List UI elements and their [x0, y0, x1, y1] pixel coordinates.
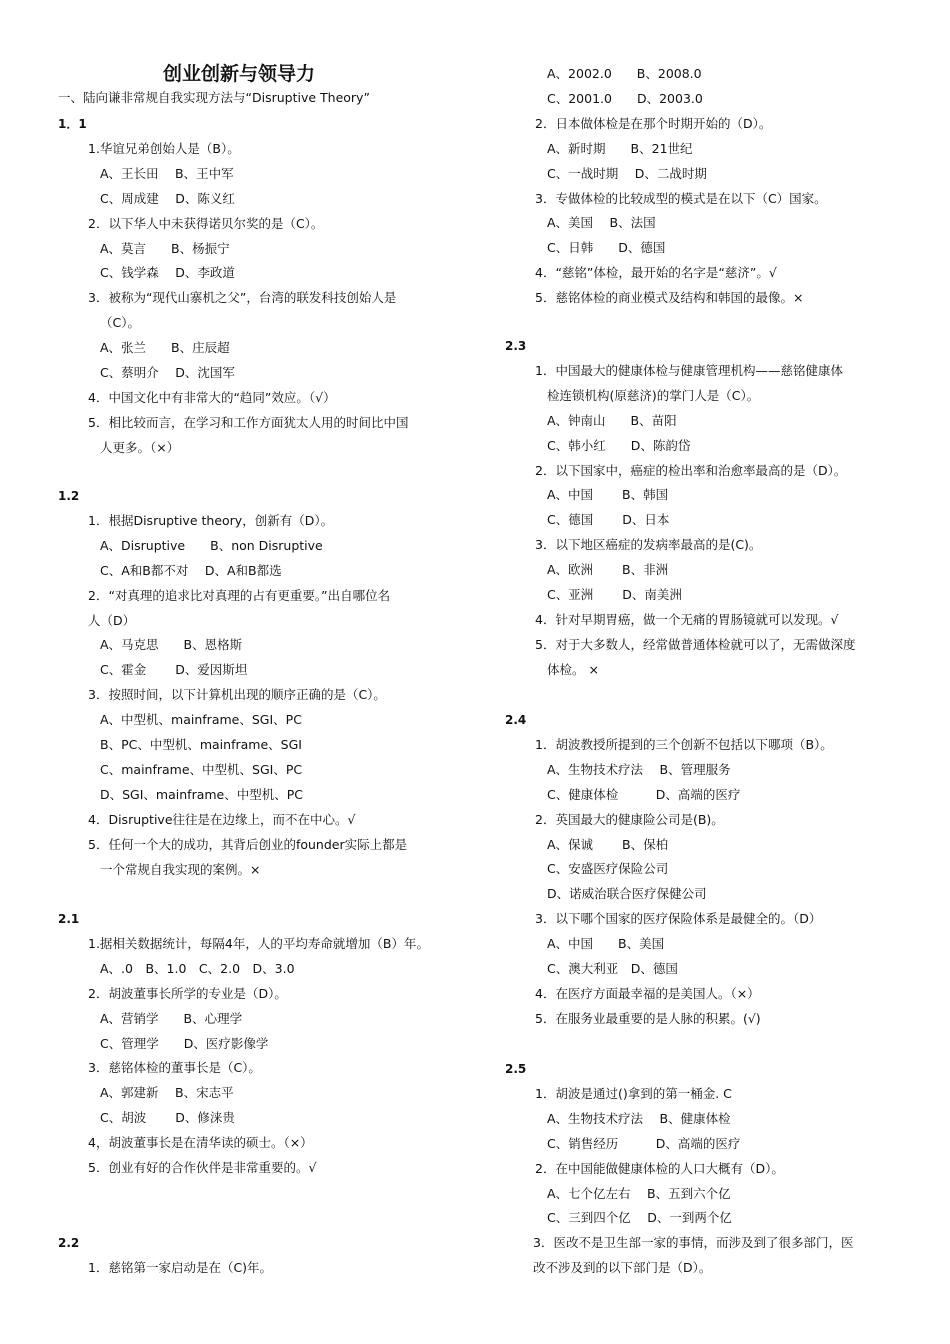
question-line: 5．相比较而言，在学习和工作方面犹太人用的时间比中国 [88, 414, 409, 430]
answer-options: A、生物技术疗法 B、健康体检 [547, 1110, 731, 1126]
answer-options: A、生物技术疗法 B、管理服务 [547, 761, 731, 777]
answer-options: A、新时期 B、21世纪 [547, 140, 693, 156]
question-continuation: 人更多。（×） [100, 439, 180, 455]
answer-options: A、保诚 B、保柏 [547, 836, 669, 852]
answer-options: C、霍金 D、爱因斯坦 [100, 662, 248, 678]
section-heading: 2.1 [58, 912, 80, 926]
answer-options: C、周成建 D、陈义红 [100, 190, 235, 206]
answer-options: A、Disruptive B、non Disruptive [100, 537, 323, 553]
answer-options: B、PC、中型机、mainframe、SGI [100, 737, 302, 752]
answer-options: A、欧洲 B、非洲 [547, 562, 669, 578]
answer-options: C、澳大利亚 D、德国 [547, 961, 678, 976]
question-line: 1．中国最大的健康体检与健康管理机构——慈铭健康体 [535, 362, 843, 378]
question-line: 1．慈铭第一家启动是在（C)年。 [88, 1260, 273, 1275]
question-line: 2．“对真理的追求比对真理的占有更重要。”出自哪位名 [88, 587, 391, 603]
question-line: 1．根据Disruptive theory，创新有（D）。 [88, 512, 334, 528]
question-line: 3．按照时间，以下计算机出现的顺序正确的是（C）。 [88, 687, 386, 703]
answer-options: D、诺威治联合医疗保健公司 [547, 886, 707, 902]
answer-options: A、王长田 B、王中军 [100, 165, 234, 181]
answer-options: A、莫言 B、杨振宁 [100, 240, 230, 256]
question-continuation: 一个常规自我实现的案例。× [100, 861, 261, 877]
chapter-heading: 一、陆向谦非常规自我实现方法与“Disruptive Theory” [58, 90, 370, 105]
question-line: 5．慈铭体检的商业模式及结构和韩国的最像。× [535, 290, 804, 306]
question-line: 5．任何一个大的成功，其背后创业的founder实际上都是 [88, 836, 408, 852]
answer-options: A、营销学 B、心理学 [100, 1010, 243, 1026]
answer-options: C、钱学森 D、李政道 [100, 265, 235, 281]
answer-options: A、马克思 B、恩格斯 [100, 637, 243, 653]
answer-options: C、德国 D、日本 [547, 512, 670, 528]
question-line: 4．针对早期胃癌，做一个无痛的胃肠镜就可以发现。√ [535, 611, 839, 627]
question-line: 2．胡波董事长所学的专业是（D）。 [88, 985, 287, 1001]
answer-options: A、美国 B、法国 [547, 215, 656, 231]
question-line: 4，胡波董事长是在清华读的硕士。（×） [88, 1135, 313, 1151]
question-continuation: 检连锁机构(原慈济)的掌门人是（C）。 [547, 387, 760, 403]
question-line: 3．以下地区癌症的发病率最高的是(C)。 [535, 537, 762, 553]
question-line: 3．被称为“现代山寨机之父”，台湾的联发科技创始人是 [88, 290, 397, 306]
section-heading: 1．1 [58, 117, 87, 131]
question-line: 人（D） [88, 612, 136, 628]
question-line: 2．日本做体检是在那个时期开始的（D）。 [535, 115, 772, 131]
question-continuation: 改不涉及到的以下部门是（D）。 [533, 1260, 712, 1276]
section-heading: 2.5 [505, 1062, 527, 1076]
document-title: 创业创新与领导力 [163, 63, 316, 85]
answer-options: A、七个亿左右 B、五到六个亿 [547, 1185, 731, 1201]
question-line: 1.华谊兄弟创始人是（B）。 [88, 140, 240, 156]
question-line: 1．胡波教授所提到的三个创新不包括以下哪项（B）。 [535, 736, 833, 752]
answer-options: C、一战时期 D、二战时期 [547, 165, 707, 181]
answer-options: C、mainframe、中型机、SGI、PC [100, 761, 303, 777]
answer-options: A、张兰 B、庄辰超 [100, 340, 230, 356]
section-heading: 2.4 [505, 713, 527, 727]
answer-options: A、2002.0 B、2008.0 [547, 66, 702, 81]
answer-options: C、亚洲 D、南美洲 [547, 587, 682, 602]
answer-options: A、中型机、mainframe、SGI、PC [100, 712, 302, 728]
answer-options: C、销售经历 D、高端的医疗 [547, 1135, 741, 1151]
question-line: 1.据相关数据统计，每隔4年，人的平均寿命就增加（B）年。 [88, 935, 429, 951]
question-line: 4．在医疗方面最幸福的是美国人。（×） [535, 985, 760, 1001]
question-line: 2．英国最大的健康险公司是(B)。 [535, 811, 724, 827]
question-continuation: （C）。 [100, 315, 140, 331]
section-heading: 1.2 [58, 489, 80, 503]
question-line: 3．专做体检的比较成型的模式是在以下（C）国家。 [535, 190, 827, 206]
answer-options: A、.0 B、1.0 C、2.0 D、3.0 [100, 960, 295, 976]
answer-options: D、SGI、mainframe、中型机、PC [100, 786, 303, 802]
answer-options: C、2001.0 D、2003.0 [547, 90, 703, 106]
question-line: 4．“慈铭”体检，最开始的名字是“慈济”。√ [535, 265, 777, 281]
question-line: 2．在中国能做健康体检的人口大概有（D）。 [535, 1160, 784, 1176]
question-line: 5．对于大多数人，经常做普通体检就可以了，无需做深度 [535, 636, 856, 652]
question-line: 3．慈铭体检的董事长是（C）。 [88, 1060, 261, 1076]
question-line: 1．胡波是通过()拿到的第一桶金. C [535, 1085, 732, 1101]
answer-options: A、中国 B、美国 [547, 936, 665, 952]
section-heading: 2.2 [58, 1236, 80, 1250]
question-line: 5．在服务业最重要的是人脉的积累。(√) [535, 1010, 761, 1026]
answer-options: C、健康体检 D、高端的医疗 [547, 786, 741, 802]
answer-options: C、胡波 D、修涞贵 [100, 1110, 235, 1126]
answer-options: A、钟南山 B、苗阳 [547, 412, 677, 428]
answer-options: C、日韩 D、德国 [547, 240, 666, 256]
question-line: 2．以下国家中，癌症的检出率和治愈率最高的是（D）。 [535, 462, 847, 478]
question-line: 3．医改不是卫生部一家的事情，而涉及到了很多部门，医 [533, 1235, 854, 1251]
answer-options: A、中国 B、韩国 [547, 487, 669, 503]
answer-options: C、安盛医疗保险公司 [547, 861, 669, 877]
answer-options: C、管理学 D、医疗影像学 [100, 1035, 269, 1051]
question-continuation: 体检。 × [547, 661, 599, 677]
question-line: 4．Disruptive往往是在边缘上，而不在中心。√ [88, 811, 356, 827]
section-heading: 2.3 [505, 339, 527, 353]
answer-options: C、A和B都不对 D、A和B都选 [100, 562, 282, 578]
answer-options: C、三到四个亿 D、一到两个亿 [547, 1210, 732, 1226]
answer-options: A、郭建新 B、宋志平 [100, 1085, 234, 1101]
answer-options: C、蔡明介 D、沈国军 [100, 365, 235, 380]
question-line: 2．以下华人中未获得诺贝尔奖的是（C）。 [88, 215, 324, 231]
question-line: 3．以下哪个国家的医疗保险体系是最健全的。（D） [535, 911, 822, 927]
answer-options: C、韩小红 D、陈韵岱 [547, 437, 691, 453]
question-line: 4．中国文化中有非常大的“趋同”效应。（√） [88, 389, 336, 405]
question-line: 5．创业有好的合作伙伴是非常重要的。√ [88, 1160, 317, 1175]
